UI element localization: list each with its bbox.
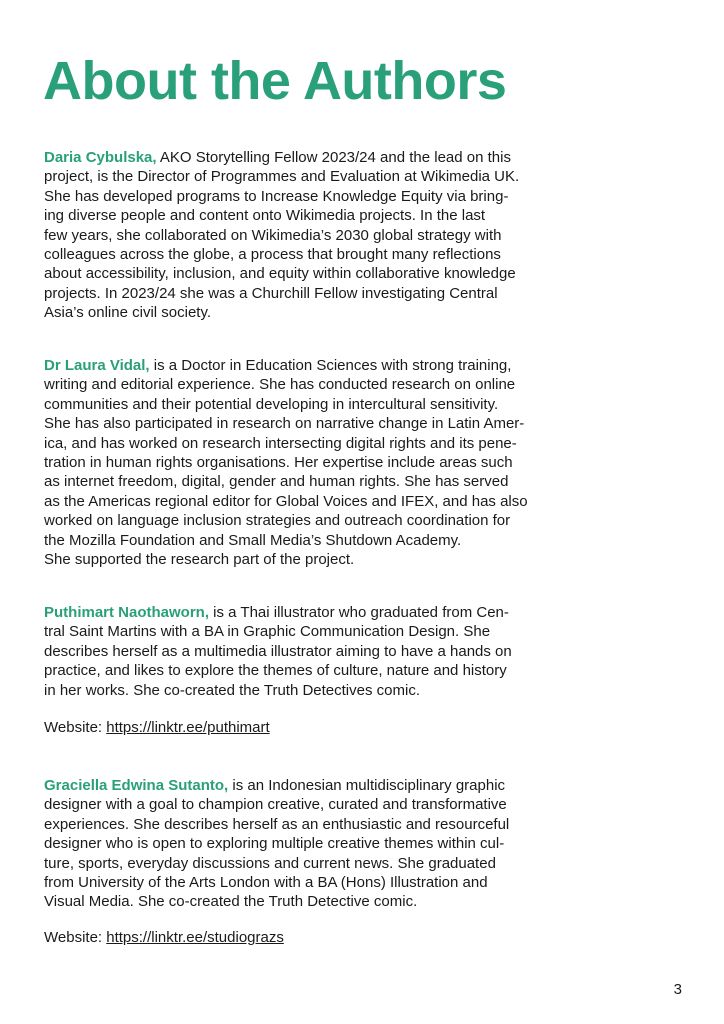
bio-line: projects. In 2023/24 she was a Churchill Fellow investigating Central (44, 284, 498, 302)
author-name: Puthimart Naothaworn, (44, 604, 210, 621)
bio-line: in her works. She co-created the Truth Detectives comic. (44, 681, 420, 699)
bio-line: experiences. She describes herself as an enthusiastic and resourceful (44, 815, 510, 833)
author-bio-graciella (44, 776, 574, 912)
bio-line: about accessibility, inclusion, and equity within collaborative knowledge (44, 265, 516, 283)
bio-line: project, is the Director of Programmes and Evaluation at Wikimedia UK. (44, 168, 520, 186)
bio-line: Asia’s online civil society. (44, 304, 212, 322)
bio-line: ica, and has worked on research intersecting digital rights and its pene- (44, 434, 517, 452)
website-link-graciella[interactable]: https://linktr.ee/studiograzs (106, 929, 284, 946)
author-name: Daria Cybulska, (44, 149, 157, 166)
author-bio-laura (44, 356, 574, 569)
bio-line: from University of the Arts London with a BA (Hons) Illustration and (44, 874, 488, 892)
bio-line: as internet freedom, digital, gender and human rights. She has served (44, 473, 509, 491)
bio-line: writing and editorial experience. She has conducted research on online (44, 376, 516, 394)
website-label: Website: (44, 719, 107, 736)
bio-line: designer with a goal to champion creative, curated and transformative (44, 796, 507, 814)
bio-line: worked on language inclusion strategies and outreach coordination for (44, 512, 511, 530)
bio-line: She has developed programs to Increase Knowledge Equity via bring- (44, 187, 509, 205)
bio-line: few years, she collaborated on Wikimedia’s 2030 global strategy with (44, 226, 502, 244)
website-link-puthimart[interactable]: https://linktr.ee/puthimart (106, 719, 270, 736)
bio-line: Puthimart Naothaworn, is a Thai illustrator who graduated from Cen- (44, 604, 509, 621)
bio-line: Dr Laura Vidal, is a Doctor in Education Sciences with strong training, (44, 357, 512, 374)
bio-line: communities and their potential developing in intercultural sensitivity. (44, 395, 499, 413)
bio-line: practice, and likes to explore the themes of culture, nature and history (44, 662, 507, 680)
website-graciella (44, 928, 284, 947)
author-name: Dr Laura Vidal, (44, 357, 150, 374)
author-bio-daria (44, 148, 574, 323)
bio-line: Graciella Edwina Sutanto, is an Indonesian multidisciplinary graphic (44, 777, 506, 794)
author-name: Graciella Edwina Sutanto, (44, 777, 229, 794)
bio-line: the Mozilla Foundation and Small Media’s Shutdown Academy. (44, 531, 462, 549)
bio-line: colleagues across the globe, a process that brought many reflections (44, 246, 501, 264)
bio-line: describes herself as a multimedia illustrator aiming to have a hands on (44, 642, 512, 660)
bio-line: ture, sports, everyday discussions and current news. She graduated (44, 854, 496, 872)
bio-line: She has also participated in research on narrative change in Latin Amer- (44, 415, 525, 433)
bio-line: as the Americas regional editor for Global Voices and IFEX, and has also (44, 492, 528, 510)
bio-line: ing diverse people and content onto Wikimedia projects. In the last (44, 207, 486, 225)
website-label: Website: (44, 929, 107, 946)
bio-line: tral Saint Martins with a BA in Graphic Communication Design. She (44, 623, 491, 641)
author-bio-puthimart (44, 603, 574, 700)
bio-line: She supported the research part of the project. (44, 551, 355, 569)
bio-line: designer who is open to exploring multiple creative themes within cul- (44, 835, 505, 853)
bio-line: Visual Media. She co-created the Truth Detective comic. (44, 893, 418, 911)
page-title: About the Authors (43, 51, 507, 111)
bio-line: tration in human rights organisations. Her expertise include areas such (44, 454, 513, 472)
page-number: 3 (673, 981, 682, 998)
website-puthimart (44, 718, 270, 737)
bio-line: Daria Cybulska, AKO Storytelling Fellow 2023/24 and the lead on this (44, 149, 511, 166)
